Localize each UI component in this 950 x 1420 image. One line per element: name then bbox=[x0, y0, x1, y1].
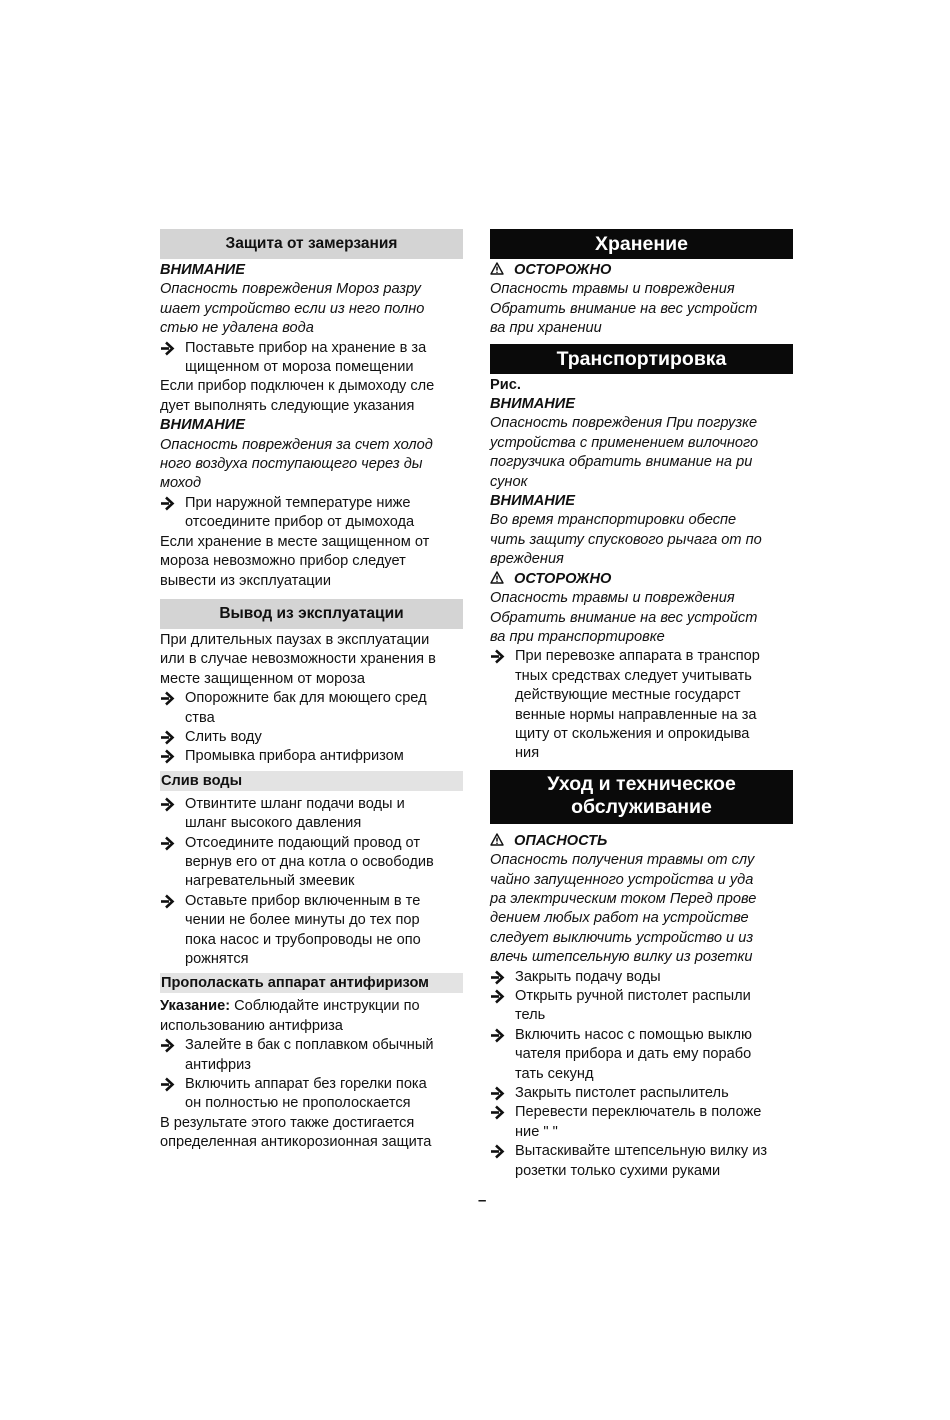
arrow-right-icon bbox=[160, 834, 176, 853]
warning-text: дением любых работ на устройстве bbox=[490, 910, 749, 927]
step-item: Открыть ручной пистолет распыли bbox=[490, 987, 793, 1006]
step-continuation: чении не более минуты до тех пор bbox=[185, 912, 420, 929]
arrow-right-icon bbox=[490, 987, 506, 1006]
warning-text: погрузчика обратить внимание на ри bbox=[490, 454, 753, 471]
arrow-right-icon bbox=[490, 968, 506, 987]
subsection-heading-rinse: Прополаскать аппарат антифиризом bbox=[160, 973, 463, 993]
warning-text: следует выключить устройство и из bbox=[490, 929, 754, 946]
attention-label: ВНИМАНИЕ bbox=[490, 396, 576, 413]
warning-text: Опасность повреждения Мороз разру bbox=[160, 281, 421, 298]
warning-text: ра электрическим током Перед прове bbox=[490, 890, 757, 907]
step-item: Перевести переключатель в положе bbox=[490, 1103, 793, 1122]
arrow-right-icon bbox=[490, 1103, 506, 1122]
attention-label: ВНИМАНИЕ bbox=[490, 493, 576, 510]
page-number: – bbox=[478, 1192, 487, 1209]
figure-label: Рис. bbox=[490, 376, 521, 393]
heading-line: Уход и техническое bbox=[547, 772, 736, 795]
note-label: Указание: bbox=[160, 998, 231, 1015]
step-continuation: действующие местные государст bbox=[515, 687, 741, 704]
warning-text: Обратить внимание на вес устройст bbox=[490, 609, 758, 626]
subsection-heading-drain: Слив воды bbox=[160, 771, 463, 791]
caution-label bbox=[490, 261, 793, 280]
step-item: Включить насос с помощью выклю bbox=[490, 1026, 793, 1045]
section-heading-storage: Хранение bbox=[490, 229, 793, 259]
body-text: Если прибор подключен к дымоходу сле bbox=[160, 378, 435, 395]
warning-text: Опасность повреждения за счет холод bbox=[160, 436, 433, 453]
arrow-right-icon bbox=[160, 689, 176, 708]
arrow-right-icon bbox=[160, 892, 176, 911]
step-continuation: розетки только сухими руками bbox=[515, 1162, 721, 1179]
warning-text: Опасность травмы и повреждения bbox=[490, 590, 735, 607]
step-item: Опорожните бак для моющего сред bbox=[160, 689, 463, 708]
warning-text: устройства с применением вилочного bbox=[490, 434, 759, 451]
step-continuation: тных средствах следует учитывать bbox=[515, 667, 752, 684]
step-item: При перевозке аппарата в транспор bbox=[490, 647, 793, 666]
caution-label bbox=[490, 570, 793, 589]
step-item: Отсоедините подающий провод от bbox=[160, 834, 463, 853]
warning-text: чайно запущенного устройства и уда bbox=[490, 871, 754, 888]
warning-text: чить защиту спускового рычага от по bbox=[490, 531, 762, 548]
warning-text: Опасность получения травмы от слу bbox=[490, 852, 755, 869]
section-heading-transport: Транспортировка bbox=[490, 344, 793, 374]
step-item: Вытаскивайте штепсельную вилку из bbox=[490, 1142, 793, 1161]
arrow-right-icon bbox=[490, 1084, 506, 1103]
warning-triangle-icon bbox=[490, 833, 504, 846]
step-continuation: отсоедините прибор от дымохода bbox=[185, 514, 415, 531]
arrow-right-icon bbox=[160, 747, 176, 766]
step-continuation: рожнятся bbox=[185, 951, 249, 967]
arrow-right-icon bbox=[490, 1026, 506, 1045]
step-continuation: он полностью не прополоскается bbox=[185, 1095, 411, 1112]
left-column bbox=[160, 229, 463, 1153]
warning-label: ОСТОРОЖНО bbox=[514, 570, 612, 587]
arrow-right-icon bbox=[160, 795, 176, 814]
warning-triangle-icon bbox=[490, 571, 504, 584]
body-text: дует выполнять следующие указания bbox=[160, 397, 415, 414]
body-text: мороза невозможно прибор следует bbox=[160, 553, 406, 570]
right-column bbox=[490, 229, 793, 1181]
section-heading-decommission: Вывод из эксплуатации bbox=[160, 599, 463, 629]
step-item: Закрыть пистолет распылитель bbox=[490, 1084, 793, 1103]
step-continuation: щищенном от мороза помещении bbox=[185, 359, 414, 376]
warning-text: Во время транспортировки обеспе bbox=[490, 512, 737, 529]
warning-text: ва при транспортировке bbox=[490, 628, 665, 645]
step-continuation: чателя прибора и дать ему порабо bbox=[515, 1046, 752, 1063]
step-continuation: шланг высокого давления bbox=[185, 815, 362, 832]
step-continuation: ние " " bbox=[515, 1123, 558, 1140]
warning-text: вреждения bbox=[490, 551, 564, 568]
body-text: месте защищенном от мороза bbox=[160, 670, 365, 687]
body-text: Если хранение в месте защищенном от bbox=[160, 533, 430, 550]
note-text: Соблюдайте инструкции по bbox=[230, 998, 420, 1015]
step-item: Оставьте прибор включенным в те bbox=[160, 892, 463, 911]
step-item: Закрыть подачу воды bbox=[490, 968, 793, 987]
warning-text: сунок bbox=[490, 473, 528, 490]
step-continuation: венные нормы направленные на за bbox=[515, 706, 757, 723]
warning-text: шает устройство если из него полно bbox=[160, 300, 425, 317]
body-text: При длительных паузах в эксплуатации bbox=[160, 631, 430, 648]
step-continuation: антифриз bbox=[185, 1056, 251, 1073]
attention-label: ВНИМАНИЕ bbox=[160, 417, 246, 434]
warning-text: ва при хранении bbox=[490, 320, 602, 337]
note-line bbox=[160, 997, 463, 1016]
heading-line: обслуживание bbox=[571, 795, 712, 818]
warning-label: ОПАСНОСТЬ bbox=[514, 832, 608, 849]
body-text: вывести из эксплуатации bbox=[160, 572, 331, 589]
danger-label bbox=[490, 832, 793, 851]
arrow-right-icon bbox=[160, 494, 176, 513]
step-item: Включить аппарат без горелки пока bbox=[160, 1075, 463, 1094]
step-continuation: ства bbox=[185, 709, 215, 726]
arrow-right-icon bbox=[160, 1075, 176, 1094]
arrow-right-icon bbox=[490, 1142, 506, 1161]
section-heading-frost: Защита от замерзания bbox=[160, 229, 463, 259]
step-item: Отвинтите шланг подачи воды и bbox=[160, 795, 463, 814]
step-item: Промывка прибора антифризом bbox=[160, 747, 463, 766]
step-continuation: тать секунд bbox=[515, 1065, 594, 1082]
body-text: использованию антифриза bbox=[160, 1017, 343, 1034]
step-continuation: ния bbox=[515, 745, 540, 762]
warning-text: стью не удалена вода bbox=[160, 320, 314, 337]
warning-text: Опасность повреждения При погрузке bbox=[490, 415, 758, 432]
arrow-right-icon bbox=[160, 728, 176, 747]
step-continuation: щиту от скольжения и опрокидыва bbox=[515, 725, 750, 742]
body-text: В результате этого также достигается bbox=[160, 1114, 415, 1131]
step-item: Слить воду bbox=[160, 728, 463, 747]
warning-label: ОСТОРОЖНО bbox=[514, 262, 612, 278]
body-text: или в случае невозможности хранения в bbox=[160, 651, 436, 668]
step-continuation: вернув его от дна котла о освободив bbox=[185, 853, 434, 870]
step-item: Поставьте прибор на хранение в за bbox=[160, 339, 463, 358]
step-continuation: пока насос и трубопроводы не опо bbox=[185, 931, 421, 948]
step-item: При наружной температуре ниже bbox=[160, 494, 463, 513]
warning-text: Опасность травмы и повреждения bbox=[490, 281, 735, 298]
arrow-right-icon bbox=[160, 339, 176, 358]
section-heading-care bbox=[490, 770, 793, 824]
warning-text: влечь штепсельную вилку из розетки bbox=[490, 949, 753, 966]
warning-text: Обратить внимание на вес устройст bbox=[490, 300, 758, 317]
warning-triangle-icon bbox=[490, 262, 504, 275]
arrow-right-icon bbox=[160, 1036, 176, 1055]
body-text: определенная антикорозионная защита bbox=[160, 1134, 432, 1151]
warning-text: ного воздуха поступающего через ды bbox=[160, 456, 423, 473]
step-continuation: тель bbox=[515, 1007, 546, 1024]
step-item: Залейте в бак с поплавком обычный bbox=[160, 1036, 463, 1055]
step-continuation: нагревательный змеевик bbox=[185, 873, 355, 890]
arrow-right-icon bbox=[490, 647, 506, 666]
warning-text: моход bbox=[160, 475, 202, 492]
attention-label: ВНИМАНИЕ bbox=[160, 262, 246, 278]
